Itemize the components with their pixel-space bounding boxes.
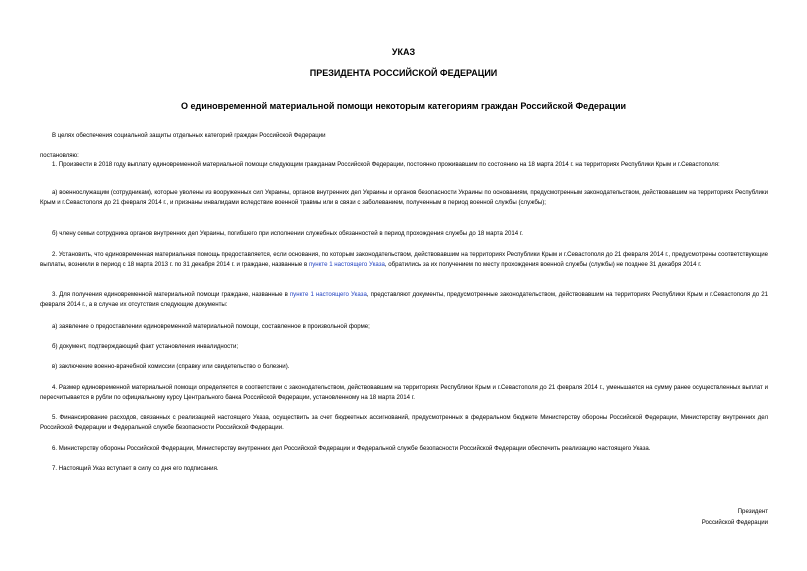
doc-subject: О единовременной материальной помощи некоторым категориям граждан Российской Федерации xyxy=(180,101,627,111)
decree-word: постановляю: xyxy=(40,152,79,159)
paragraph-2 xyxy=(40,250,768,269)
link-point-1[interactable]: пункте 1 настоящего Указа xyxy=(289,291,367,298)
doc-title: УКАЗ xyxy=(391,47,416,57)
paragraph-7: 7. Настоящий Указ вступает в силу со дня его подписания. xyxy=(52,465,219,472)
paragraph-5: 5. Финансирование расходов, связанных с реализацией настоящего Указа, осуществить за счет бюджетных ассигнований, предусмотренных в федеральном бюджете Министерству обороны Российской Федерации, Министерству внутренних дел Российской Федерации и Федеральной службе безопасности Российской Федерации. xyxy=(40,414,768,431)
doc-issuer: ПРЕЗИДЕНТА РОССИЙСКОЙ ФЕДЕРАЦИИ xyxy=(309,68,498,78)
signature-title: Президент xyxy=(737,508,768,515)
preamble: В целях обеспечения социальной защиты отдельных категорий граждан Российской Федерации xyxy=(52,132,326,139)
paragraph-3-text-end: , представляют документы, предусмотренные законодательством, действовавшим на территориях Республики Крым и г.Севастополя до 21 февраля 2014 г., а в случае их отсутствия следующие документы: xyxy=(40,291,769,308)
paragraph-2-text-start: 2. Установить, что единовременная материальная помощь предоставляется, если основания, по которым законодательством, действовавшим на территориях Республики Крым и г.Севастополя до 21 февраля 2014 г., предусмотрены соответствующие выплаты, возникли в период с 18 марта 2013 г. по 31 декабря 2014 г. и граждане, названные в xyxy=(40,251,768,268)
paragraph-6: 6. Министерству обороны Российской Федерации, Министерству внутренних дел Российской Федерации и Федеральной службе безопасности Российской Федерации обеспечить реализацию настоящего Указа. xyxy=(52,445,651,452)
signature-country: Российской Федерации xyxy=(701,519,768,526)
paragraph-2-text-end: , обратились за их получением по месту прохождения военной службы (службы) не позднее 31 декабря 2014 г. xyxy=(384,260,702,268)
paragraph-1a: а) военнослужащим (сотрудникам), которые уволены из вооруженных сил Украины, органов внутренних дел Украины и органов безопасности Украины по основаниям, предусмотренным законодательством, действовавшим на территориях Республики Крым и г.Севастополя до 21 февраля 2014 г., и признаны инвалидами вследствие военной травмы или в связи с заболеванием, полученным в период военной службы (службы); xyxy=(40,189,768,206)
link-point-1[interactable]: пункте 1 настоящего Указа xyxy=(308,260,385,268)
paragraph-1: 1. Произвести в 2018 году выплату единовременной материальной помощи следующим гражданам Российской Федерации, постоянно проживавшим по состоянию на 18 марта 2014 г. на территориях Республики Крым и г.Севастополя: xyxy=(52,161,720,168)
paragraph-1b: б) члену семьи сотрудника органов внутренних дел Украины, погибшего при исполнении служебных обязанностей в период прохождения службы до 18 марта 2014 г. xyxy=(52,230,523,237)
paragraph-3b: б) документ, подтверждающий факт установления инвалидности; xyxy=(52,343,239,350)
paragraph-3-text-start: 3. Для получения единовременной материальной помощи граждане, названные в xyxy=(52,291,290,298)
paragraph-3c: в) заключение военно-врачебной комиссии (справку или свидетельство о болезни). xyxy=(52,363,290,370)
paragraph-4: 4. Размер единовременной материальной помощи определяется в соответствии с законодательством, действовавшим на территориях Республики Крым и г.Севастополя до 21 февраля 2014 г., уменьшается на сумму ранее осуществленных выплат и пересчитывается в рубли по официальному курсу Центрального банка Российской Федерации, установленному на 18 марта 2014 г. xyxy=(40,384,768,401)
paragraph-3a: а) заявление о предоставлении единовременной материальной помощи, составленное в произвольной форме; xyxy=(52,323,370,330)
paragraph-3 xyxy=(40,290,768,309)
